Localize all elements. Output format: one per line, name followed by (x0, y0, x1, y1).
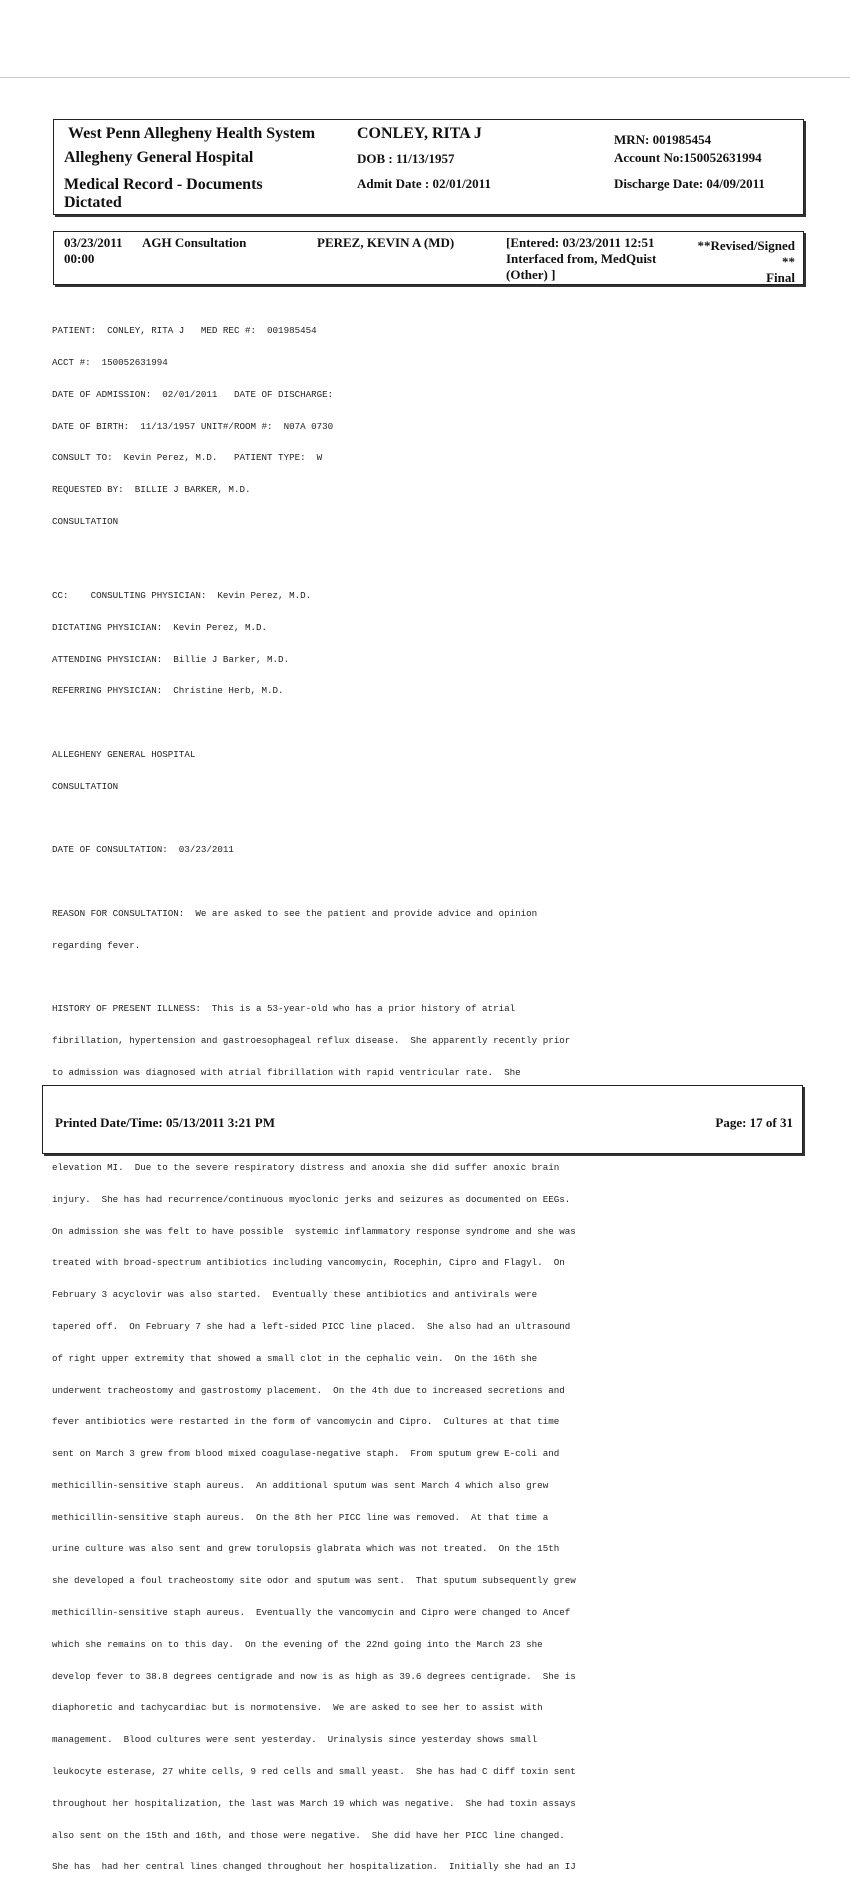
admit-date: Admit Date : 02/01/2011 (357, 176, 491, 191)
facility-line: ALLEGHENY GENERAL HOSPITAL (52, 748, 196, 760)
document-entry-header (53, 231, 804, 285)
hpi-line: treated with broad-spectrum antibiotics including vancomycin, Rocephin, Cipro and Flagyl. On (52, 1257, 565, 1269)
mrn: MRN: 001985454 (614, 132, 712, 147)
hpi-line: elevation MI. Due to the severe respiratory distress and anoxia she did suffer anoxic brain (52, 1162, 560, 1174)
hpi-line: fibrillation, hypertension and gastroesophageal reflux disease. She apparently recently prior (52, 1034, 571, 1046)
entry-physician: PEREZ, KEVIN A (MD) (317, 235, 455, 250)
hospital-name: Allegheny General Hospital (64, 149, 254, 166)
hpi-line: also sent on the 15th and 16th, and those were negative. She did have her PICC line changed. (52, 1829, 565, 1841)
demographics-line: DATE OF ADMISSION: 02/01/2011 DATE OF DISCHARGE: (52, 388, 334, 400)
entry-date: 03/23/2011 (64, 235, 123, 250)
reason-line: REASON FOR CONSULTATION: We are asked to see the patient and provide advice and opinion (52, 907, 538, 919)
patient-dob: DOB : 11/13/1957 (357, 151, 455, 166)
entry-time: 00:00 (64, 251, 95, 266)
physician-line: CC: CONSULTING PHYSICIAN: Kevin Perez, M.D. (52, 590, 312, 602)
patient-name: CONLEY, RITA J (357, 125, 482, 142)
hpi-line: methicillin-sensitive staph aureus. Eventually the vancomycin and Cipro were changed to Ancef (52, 1607, 571, 1619)
demographics-line: PATIENT: CONLEY, RITA J MED REC #: 001985454 (52, 325, 317, 337)
status-marker: ** (782, 254, 795, 269)
demographics-line: CONSULT TO: Kevin Perez, M.D. PATIENT TYPE: W (52, 452, 323, 464)
demographics-line: ACCT #: 150052631994 (52, 356, 168, 368)
account-number: Account No:150052631994 (614, 150, 762, 165)
hpi-line: which she remains on to this day. On the evening of the 22nd going into the March 23 she (52, 1638, 543, 1650)
physician-line: REFERRING PHYSICIAN: Christine Herb, M.D. (52, 685, 284, 697)
health-system-name: West Penn Allegheny Health System (68, 125, 316, 142)
record-header (53, 119, 804, 215)
hpi-line: methicillin-sensitive staph aureus. On the 8th her PICC line was removed. At that time a (52, 1511, 549, 1523)
demographics-line: DATE OF BIRTH: 11/13/1957 UNIT#/ROOM #: N07A 0730 (52, 420, 334, 432)
hpi-line: On admission she was felt to have possible systemic inflammatory response syndrome and she was (52, 1225, 576, 1237)
hpi-line: injury. She has had recurrence/continuous myoclonic jerks and seizures as documented on EEGs. (52, 1193, 571, 1205)
hpi-line: of right upper extremity that showed a small clot in the cephalic vein. On the 16th she (52, 1352, 538, 1364)
hpi-line: to admission was diagnosed with atrial fibrillation with rapid ventricular rate. She (52, 1066, 521, 1078)
hpi-line: HISTORY OF PRESENT ILLNESS: This is a 53-year-old who has a prior history of atrial (52, 1003, 516, 1015)
entered-line-3: (Other) ] (506, 267, 556, 282)
hpi-line: leukocyte esterase, 27 white cells, 9 red cells and small yeast. She has had C diff toxin sent (52, 1765, 576, 1777)
printed-date-time: Printed Date/Time: 05/13/2011 3:21 PM (55, 1115, 276, 1130)
consult-date-line: DATE OF CONSULTATION: 03/23/2011 (52, 844, 234, 856)
hpi-line: She has had her central lines changed throughout her hospitalization. Initially she had an IJ (52, 1861, 576, 1873)
reason-line: regarding fever. (52, 939, 141, 951)
hpi-line: urine culture was also sent and grew torulopsis glabrata which was not treated. On the 15th (52, 1543, 560, 1555)
print-footer (42, 1085, 803, 1154)
hpi-line: develop fever to 38.8 degrees centigrade and now is as high as 39.6 degrees centigrade. She is (52, 1670, 576, 1682)
hpi-line: February 3 acyclovir was also started. Eventually these antibiotics and antivirals were (52, 1289, 538, 1301)
facility-line: CONSULTATION (52, 780, 119, 792)
status-final: Final (766, 270, 795, 285)
hpi-line: underwent tracheostomy and gastrostomy placement. On the 4th due to increased secretions and (52, 1384, 565, 1396)
status-revised-signed: **Revised/Signed (697, 238, 795, 253)
hpi-line: diaphoretic and tachycardiac but is normotensive. We are asked to see her to assist with (52, 1702, 543, 1714)
hpi-line: sent on March 3 grew from blood mixed coagulase-negative staph. From sputum grew E-coli and (52, 1448, 560, 1460)
scan-edge-line (0, 77, 850, 78)
hpi-line: tapered off. On February 7 she had a left-sided PICC line placed. She also had an ultrasound (52, 1321, 571, 1332)
discharge-date: Discharge Date: 04/09/2011 (614, 176, 765, 191)
hpi-line: management. Blood cultures were sent yesterday. Urinalysis since yesterday shows small (52, 1734, 538, 1746)
hpi-line: throughout her hospitalization, the last was March 19 which was negative. She had toxin assays (52, 1797, 576, 1809)
entered-line-1: [Entered: 03/23/2011 12:51 (506, 235, 655, 250)
demographics-line: REQUESTED BY: BILLIE J BARKER, M.D. (52, 484, 251, 496)
entered-line-2: Interfaced from, MedQuist (506, 251, 657, 266)
entry-type: AGH Consultation (142, 235, 247, 250)
page-number: Page: 17 of 31 (715, 1115, 793, 1130)
physician-line: ATTENDING PHYSICIAN: Billie J Barker, M.D. (52, 653, 290, 665)
hpi-line: she developed a foul tracheostomy site odor and sputum was sent. That sputum subsequently grew (52, 1575, 576, 1587)
demographics-line: CONSULTATION (52, 515, 119, 527)
physician-line: DICTATING PHYSICIAN: Kevin Perez, M.D. (52, 621, 268, 633)
hpi-line: fever antibiotics were restarted in the form of vancomycin and Cipro. Cultures at that time (52, 1416, 560, 1428)
document-type: Medical Record - Documents Dictated (64, 176, 263, 211)
hpi-line: methicillin-sensitive staph aureus. An additional sputum was sent March 4 which also grew (52, 1479, 549, 1491)
